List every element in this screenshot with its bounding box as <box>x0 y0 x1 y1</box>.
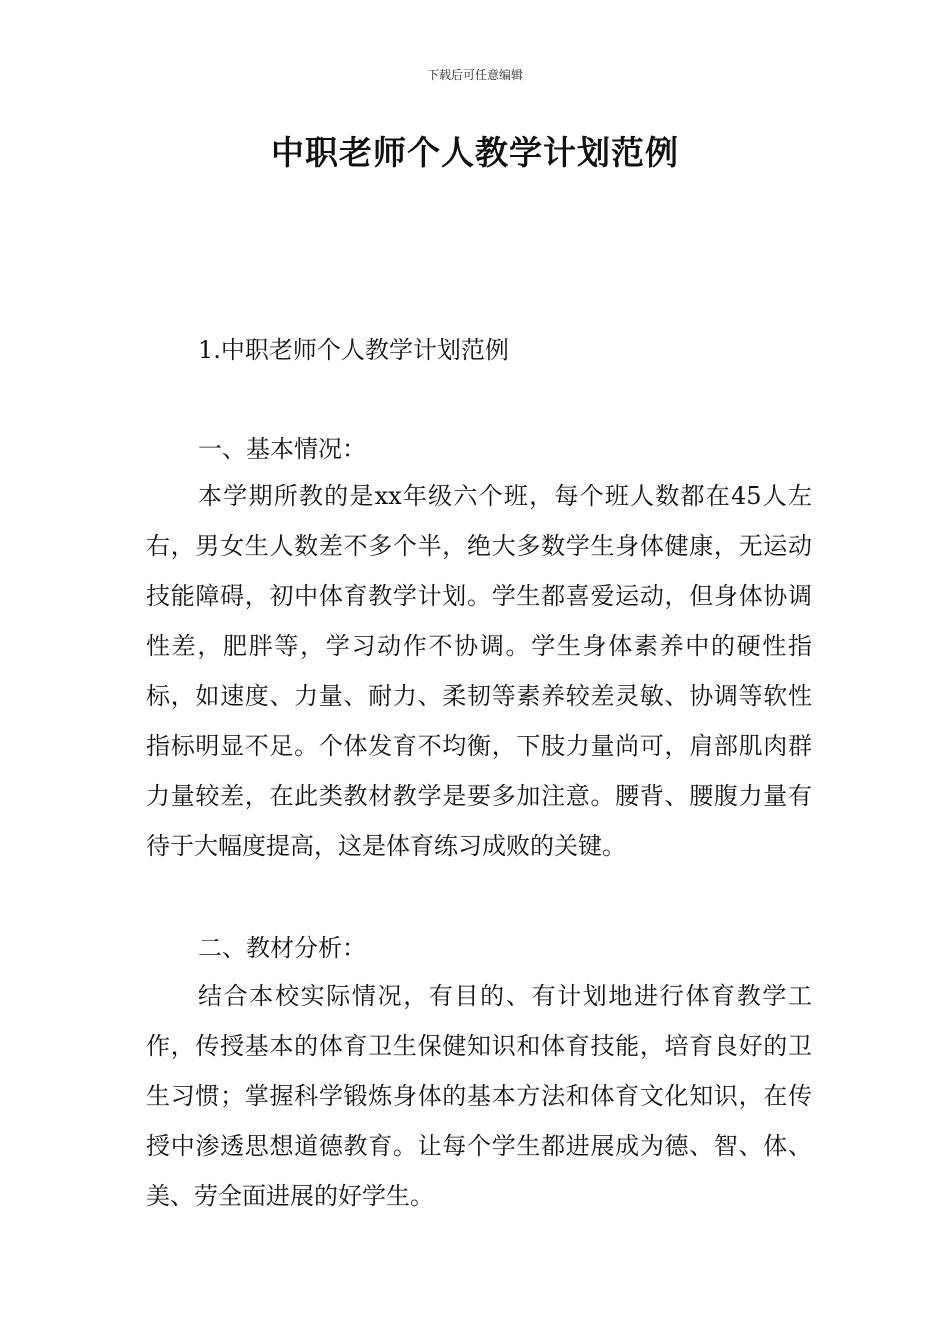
section-heading-basic-situation: 一、基本情况： <box>198 435 366 463</box>
section-heading-material-analysis: 二、教材分析： <box>198 934 366 962</box>
section-paragraph-basic-situation: 本学期所教的是xx年级六个班，每个班人数都在45人左右，男女生人数差不多个半，绝大多数学生身体健康，无运动技能障碍，初中体育教学计划。学生都喜爱运动，但身体协调性差，肥胖等，学习动作不协调。学生身体素养中的硬性指标，如速度、力量、耐力、柔韧等素养较差灵敏、协调等软性指标明显不足。个体发育不均衡，下肢力量尚可，肩部肌肉群力量较差，在此类教材教学是要多加注意。腰背、腰腹力量有待于大幅度提高，这是体育练习成败的关键。 <box>146 482 812 860</box>
item-heading: 1.中职老师个人教学计划范例 <box>198 336 509 364</box>
document-title: 中职老师个人教学计划范例 <box>271 133 679 172</box>
section-paragraph-material-analysis: 结合本校实际情况，有目的、有计划地进行体育教学工作，传授基本的体育卫生保健知识和体育技能，培育良好的卫生习惯；掌握科学锻炼身体的基本方法和体育文化知识，在传授中渗透思想道德教育。让每个学生都进展成为德、智、体、美、劳全面进展的好学生。 <box>146 982 812 1210</box>
download-note: 下载后可任意编辑 <box>426 68 523 82</box>
